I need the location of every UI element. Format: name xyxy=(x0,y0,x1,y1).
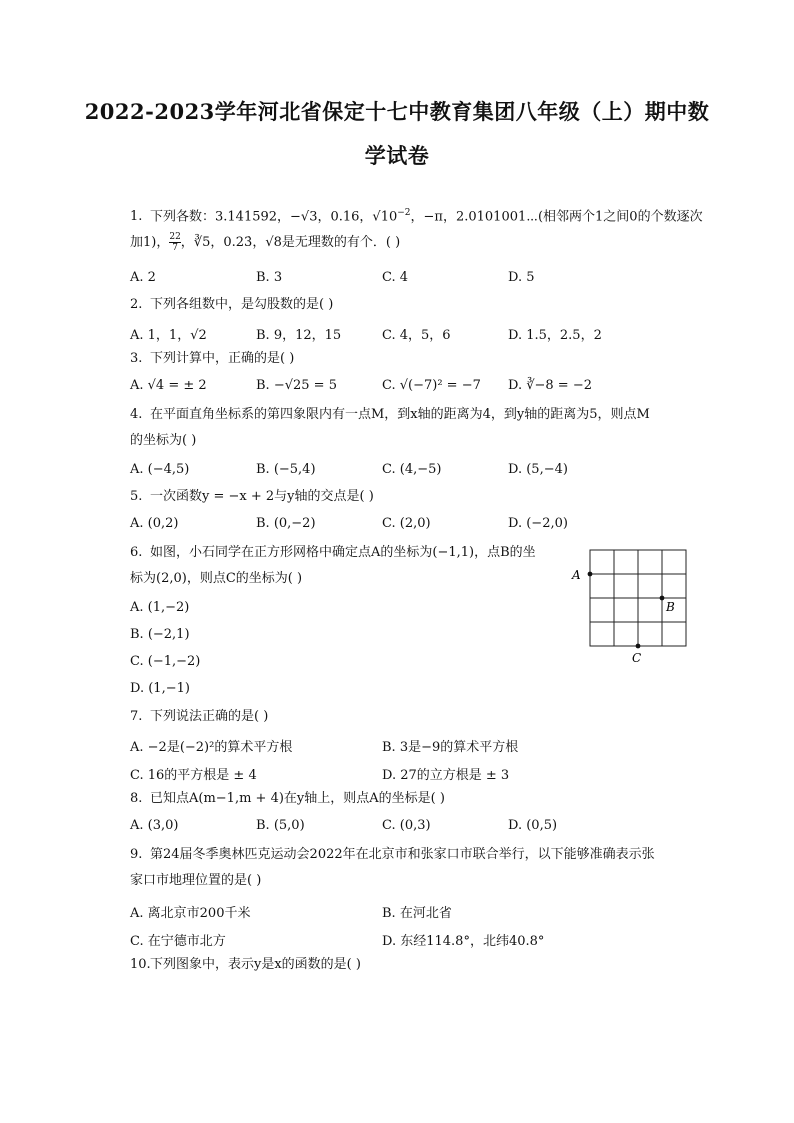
repeating-digit: 3̇ xyxy=(244,235,253,250)
q9-option-d[interactable]: D. 东经114.8°，北纬40.8° xyxy=(382,934,545,949)
question-number: 6. xyxy=(130,545,143,560)
question-text: 第24届冬季奥林匹克运动会2022年在北京市和张家口市联合举行，以下能够准确表示张 xyxy=(150,847,655,862)
title-line-1: 2022-2023学年河北省保定十七中教育集团八年级（上）期中数 xyxy=(84,99,710,124)
q6-option-b[interactable]: B. (−2,1) xyxy=(130,627,190,642)
question-9-line-2: 家口市地理位置的是( ) xyxy=(130,873,262,888)
q5-option-b[interactable]: B. (0,−2) xyxy=(256,516,316,531)
question-number: 10. xyxy=(130,957,151,972)
question-number: 9. xyxy=(130,847,143,862)
q8-option-a[interactable]: A. (3,0) xyxy=(130,818,179,833)
label-c: C xyxy=(632,651,642,665)
q1-option-c[interactable]: C. 4 xyxy=(382,270,409,285)
q2-option-a[interactable]: A. 1，1，√2 xyxy=(130,328,207,343)
question-text: 如图，小石同学在正方形网格中确定点A的坐标为(−1,1)，点B的坐 xyxy=(150,545,536,560)
label-b: B xyxy=(666,600,675,614)
fraction-numerator: 22 xyxy=(169,232,181,242)
question-6 xyxy=(130,544,554,562)
question-text: 在平面直角坐标系的第四象限内有一点M，到x轴的距离为4，到y轴的距离为5，则点M xyxy=(150,407,650,422)
q7-option-b[interactable]: B. 3是−9的算术平方根 xyxy=(382,740,519,755)
question-text: 加1)， xyxy=(130,235,170,250)
grid-svg xyxy=(568,545,698,670)
question-text: ，−π，2.0101001⋯(相邻两个1之间0的个数逐次 xyxy=(410,209,703,225)
q4-option-b[interactable]: B. (−5,4) xyxy=(256,462,316,477)
q4-option-c[interactable]: C. (4,−5) xyxy=(382,462,442,477)
question-text: 下列各数：3.141592，−√3，0.16，√10 xyxy=(150,209,398,225)
question-text: 已知点A(m−1,m + 4)在y轴上，则点A的坐标是( ) xyxy=(150,791,445,806)
question-number: 3. xyxy=(130,351,143,366)
question-text: 下列各组数中，是勾股数的是( ) xyxy=(150,297,334,312)
question-text: 下列计算中，正确的是( ) xyxy=(150,351,295,366)
question-number: 7. xyxy=(130,709,143,724)
question-1-line-2 xyxy=(130,232,694,253)
q1-option-b[interactable]: B. 3 xyxy=(256,270,283,285)
q1-option-d[interactable]: D. 5 xyxy=(508,270,535,285)
q3-option-a[interactable]: A. √4 = ± 2 xyxy=(130,378,207,393)
q9-option-b[interactable]: B. 在河北省 xyxy=(382,906,452,921)
question-3 xyxy=(130,350,694,368)
question-4-line-2: 的坐标为( ) xyxy=(130,433,197,448)
q2-option-c[interactable]: C. 4，5，6 xyxy=(382,328,451,343)
q8-option-b[interactable]: B. (5,0) xyxy=(256,818,305,833)
grid-lines xyxy=(590,550,686,646)
question-text: 下列说法正确的是( ) xyxy=(150,709,269,724)
q8-option-d[interactable]: D. (0,5) xyxy=(508,818,558,833)
point-a xyxy=(588,572,593,577)
q8-option-c[interactable]: C. (0,3) xyxy=(382,818,431,833)
q9-option-c[interactable]: C. 在宁德市北方 xyxy=(130,934,226,949)
question-7 xyxy=(130,708,694,726)
question-6-line-2: 标为(2,0)，则点C的坐标为( ) xyxy=(130,571,303,586)
q4-option-a[interactable]: A. (−4,5) xyxy=(130,462,190,477)
q6-option-c[interactable]: C. (−1,−2) xyxy=(130,654,201,669)
question-number: 5. xyxy=(130,489,143,504)
question-number: 1. xyxy=(130,209,143,225)
question-1 xyxy=(130,204,703,226)
q7-option-a[interactable]: A. −2是(−2)²的算术平方根 xyxy=(130,740,293,755)
question-number: 4. xyxy=(130,407,143,422)
title-line-2: 学试卷 xyxy=(364,143,430,168)
question-4 xyxy=(130,406,694,424)
q4-option-d[interactable]: D. (5,−4) xyxy=(508,462,568,477)
square-grid-figure xyxy=(568,545,698,674)
q5-option-c[interactable]: C. (2,0) xyxy=(382,516,431,531)
q9-option-a[interactable]: A. 离北京市200千米 xyxy=(130,906,251,921)
question-2 xyxy=(130,296,694,314)
q7-option-d[interactable]: D. 27的立方根是 ± 3 xyxy=(382,768,510,783)
question-number: 2. xyxy=(130,297,143,312)
question-text: ，√8是无理数的有个．( ) xyxy=(252,235,401,250)
point-b xyxy=(660,596,665,601)
question-9 xyxy=(130,846,694,864)
q3-option-d[interactable]: D. ∛−8 = −2 xyxy=(508,378,592,393)
q5-option-a[interactable]: A. (0,2) xyxy=(130,516,179,531)
label-a: A xyxy=(572,568,581,582)
fraction-denominator: 7 xyxy=(169,242,180,253)
question-text: ，∛5，0.2 xyxy=(180,235,245,250)
question-text: 下列图象中，表示y是x的函数的是( ) xyxy=(150,957,361,972)
question-number: 8. xyxy=(130,791,143,806)
q3-option-b[interactable]: B. −√25 = 5 xyxy=(256,378,337,393)
q6-option-d[interactable]: D. (1,−1) xyxy=(130,681,190,696)
q2-option-b[interactable]: B. 9，12，15 xyxy=(256,328,342,343)
question-10 xyxy=(130,956,694,974)
question-8 xyxy=(130,790,694,808)
q3-option-c[interactable]: C. √(−7)² = −7 xyxy=(382,378,481,393)
q2-option-d[interactable]: D. 1.5，2.5，2 xyxy=(508,328,602,343)
question-5 xyxy=(130,488,694,506)
q6-option-a[interactable]: A. (1,−2) xyxy=(130,600,190,615)
exponent: −2 xyxy=(397,208,411,218)
q1-option-a[interactable]: A. 2 xyxy=(130,270,156,285)
fraction xyxy=(169,232,180,253)
question-text: 一次函数y = −x + 2与y轴的交点是( ) xyxy=(150,489,374,504)
q5-option-d[interactable]: D. (−2,0) xyxy=(508,516,568,531)
point-c xyxy=(636,644,641,649)
q7-option-c[interactable]: C. 16的平方根是 ± 4 xyxy=(130,768,257,783)
